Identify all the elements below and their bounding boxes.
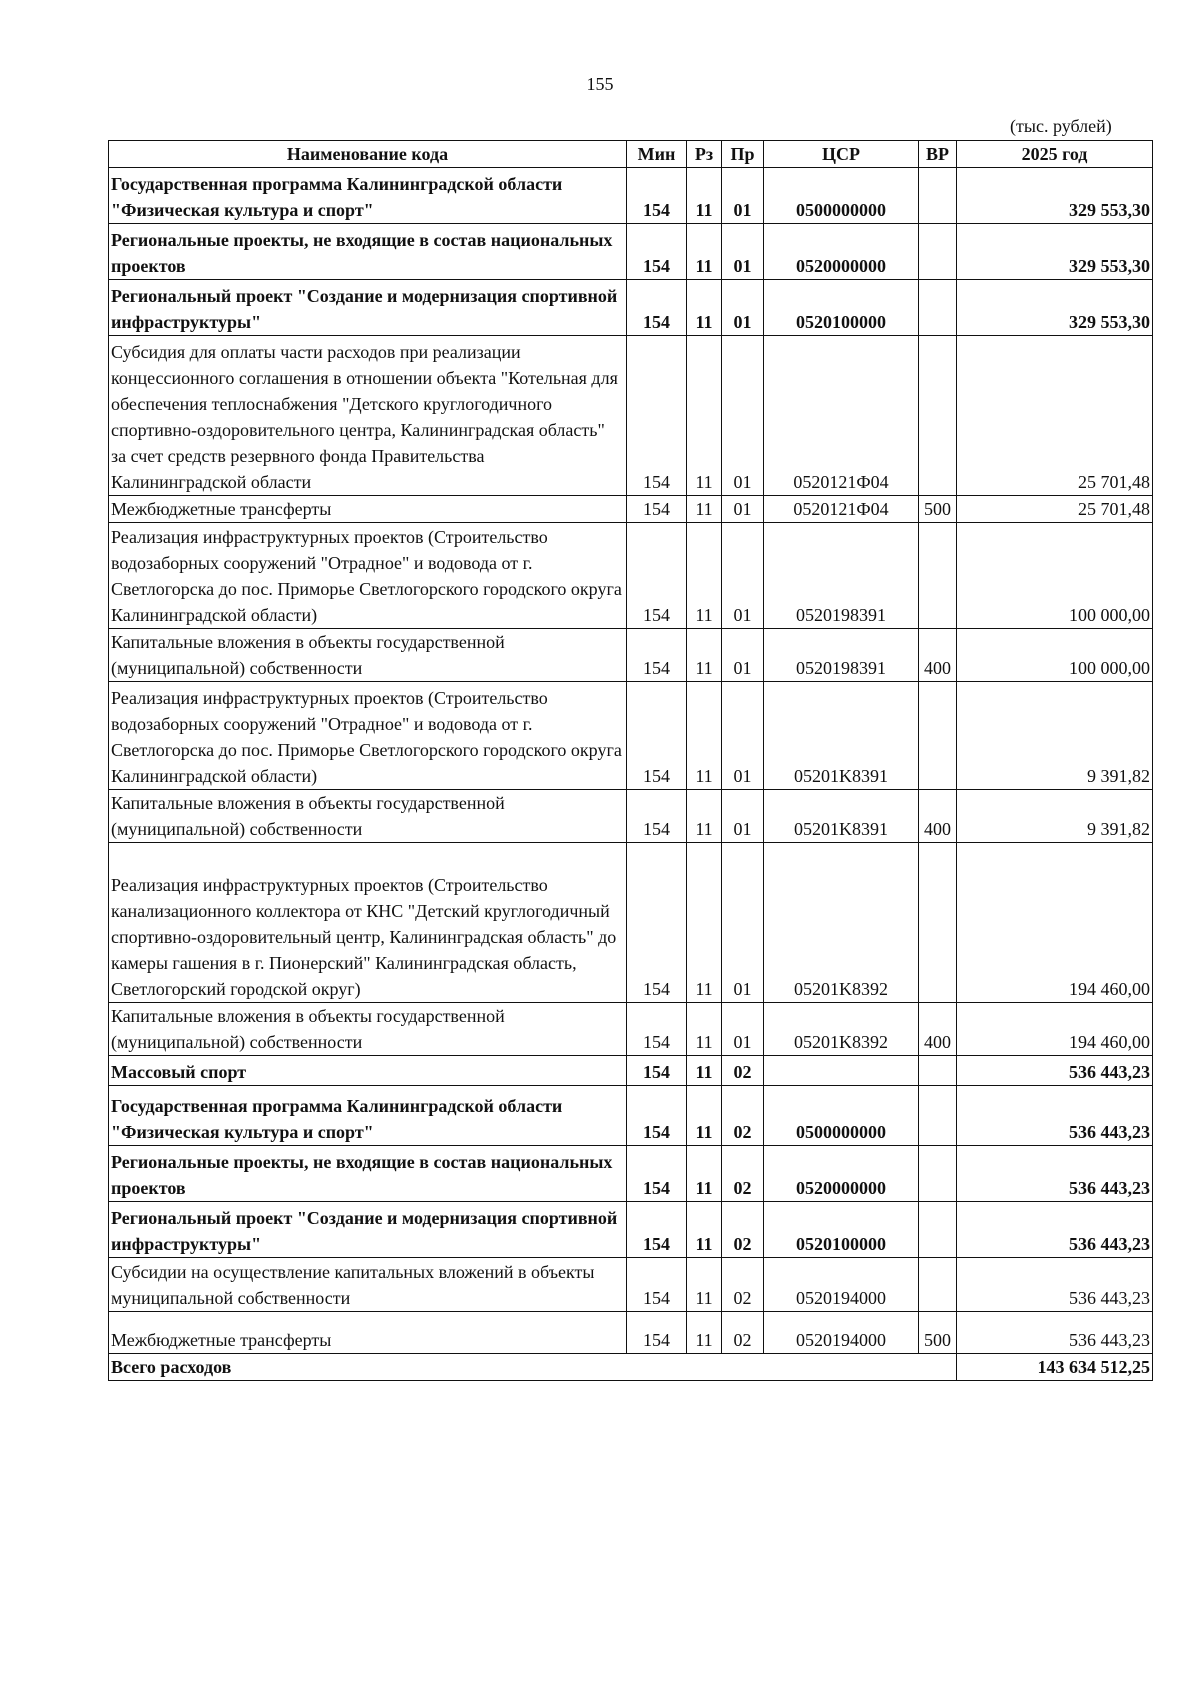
header-pr: Пр xyxy=(722,141,764,168)
cell-sum: 536 443,23 xyxy=(957,1312,1153,1354)
cell-sum: 536 443,23 xyxy=(957,1056,1153,1086)
cell-vr xyxy=(919,1056,957,1086)
cell-pr: 01 xyxy=(722,1003,764,1056)
table-row xyxy=(109,224,1153,280)
cell-rz: 11 xyxy=(687,168,722,224)
cell-sum: 9 391,82 xyxy=(957,790,1153,843)
table-row xyxy=(109,523,1153,629)
cell-csr: 05201K8392 xyxy=(764,843,919,1003)
cell-csr: 05201K8392 xyxy=(764,1003,919,1056)
cell-pr: 01 xyxy=(722,790,764,843)
cell-name: Субсидия для оплаты части расходов при реализации концессионного соглашения в отношении объекта "Котельная для обеспечения теплоснабжения "Детского круглогодичного спортивно-оздоровительного центра, Калининградская область" за счет средств резервного фонда Правительства Калининградской области xyxy=(109,336,627,496)
cell-rz: 11 xyxy=(687,1202,722,1258)
cell-min: 154 xyxy=(627,224,687,280)
table-row xyxy=(109,1258,1153,1312)
cell-csr: 0520121Ф04 xyxy=(764,496,919,523)
table-row xyxy=(109,629,1153,682)
cell-sum: 25 701,48 xyxy=(957,496,1153,523)
cell-pr: 01 xyxy=(722,629,764,682)
cell-sum: 100 000,00 xyxy=(957,523,1153,629)
table-row xyxy=(109,1312,1153,1354)
cell-csr: 0520194000 xyxy=(764,1312,919,1354)
cell-sum: 536 443,23 xyxy=(957,1146,1153,1202)
cell-name: Региональные проекты, не входящие в состав национальных проектов xyxy=(109,224,627,280)
header-min: Мин xyxy=(627,141,687,168)
table-row xyxy=(109,843,1153,1003)
table-row xyxy=(109,682,1153,790)
cell-name: Межбюджетные трансферты xyxy=(109,496,627,523)
cell-pr: 01 xyxy=(722,336,764,496)
cell-pr: 02 xyxy=(722,1086,764,1146)
cell-name: Межбюджетные трансферты xyxy=(109,1312,627,1354)
cell-pr: 02 xyxy=(722,1312,764,1354)
cell-rz: 11 xyxy=(687,790,722,843)
total-sum: 143 634 512,25 xyxy=(957,1354,1153,1381)
table-row xyxy=(109,336,1153,496)
cell-csr: 0520198391 xyxy=(764,523,919,629)
cell-rz: 11 xyxy=(687,1312,722,1354)
cell-min: 154 xyxy=(627,336,687,496)
cell-rz: 11 xyxy=(687,496,722,523)
table-row xyxy=(109,790,1153,843)
cell-name: Капитальные вложения в объекты государственной (муниципальной) собственности xyxy=(109,790,627,843)
budget-table xyxy=(108,140,1153,1381)
cell-rz: 11 xyxy=(687,280,722,336)
cell-csr: 0520100000 xyxy=(764,280,919,336)
cell-vr: 500 xyxy=(919,1312,957,1354)
cell-pr: 01 xyxy=(722,280,764,336)
page-number: 155 xyxy=(586,74,614,94)
cell-rz: 11 xyxy=(687,682,722,790)
cell-csr: 0520121Ф04 xyxy=(764,336,919,496)
cell-name: Региональный проект "Создание и модернизация спортивной инфраструктуры" xyxy=(109,1202,627,1258)
table-row xyxy=(109,280,1153,336)
table-row xyxy=(109,168,1153,224)
cell-pr: 02 xyxy=(722,1258,764,1312)
cell-name: Субсидии на осуществление капитальных вложений в объекты муниципальной собственности xyxy=(109,1258,627,1312)
cell-csr: 0520000000 xyxy=(764,224,919,280)
cell-rz: 11 xyxy=(687,336,722,496)
cell-rz: 11 xyxy=(687,224,722,280)
cell-csr: 0500000000 xyxy=(764,1086,919,1146)
total-row xyxy=(109,1354,1153,1381)
cell-sum: 329 553,30 xyxy=(957,224,1153,280)
cell-vr: 400 xyxy=(919,1003,957,1056)
cell-min: 154 xyxy=(627,280,687,336)
cell-sum: 194 460,00 xyxy=(957,843,1153,1003)
cell-vr xyxy=(919,168,957,224)
cell-rz: 11 xyxy=(687,1086,722,1146)
header-year: 2025 год xyxy=(957,141,1153,168)
cell-name: Государственная программа Калининградской области "Физическая культура и спорт" xyxy=(109,1086,627,1146)
cell-csr: 05201K8391 xyxy=(764,682,919,790)
table-body xyxy=(109,168,1153,1381)
cell-vr xyxy=(919,336,957,496)
cell-vr xyxy=(919,523,957,629)
cell-vr xyxy=(919,1202,957,1258)
cell-sum: 536 443,23 xyxy=(957,1086,1153,1146)
cell-rz: 11 xyxy=(687,1258,722,1312)
cell-name: Реализация инфраструктурных проектов (Строительство водозаборных сооружений "Отрадное" и водовода от г. Светлогорска до пос. Приморье Светлогорского городского округа Калининградской области) xyxy=(109,682,627,790)
cell-vr xyxy=(919,843,957,1003)
cell-name: Региональные проекты, не входящие в состав национальных проектов xyxy=(109,1146,627,1202)
cell-min: 154 xyxy=(627,1003,687,1056)
table-row xyxy=(109,1146,1153,1202)
cell-min: 154 xyxy=(627,1312,687,1354)
cell-csr: 0520000000 xyxy=(764,1146,919,1202)
cell-vr xyxy=(919,280,957,336)
cell-pr: 01 xyxy=(722,168,764,224)
table-row xyxy=(109,1202,1153,1258)
table-header-row xyxy=(109,141,1153,168)
cell-name: Капитальные вложения в объекты государственной (муниципальной) собственности xyxy=(109,1003,627,1056)
cell-rz: 11 xyxy=(687,1003,722,1056)
cell-vr: 400 xyxy=(919,629,957,682)
cell-min: 154 xyxy=(627,629,687,682)
units-note: (тыс. рублей) xyxy=(1010,116,1112,136)
cell-csr: 0520194000 xyxy=(764,1258,919,1312)
cell-name: Региональный проект "Создание и модернизация спортивной инфраструктуры" xyxy=(109,280,627,336)
cell-csr: 05201K8391 xyxy=(764,790,919,843)
cell-rz: 11 xyxy=(687,629,722,682)
cell-vr xyxy=(919,682,957,790)
cell-name: Массовый спорт xyxy=(109,1056,627,1086)
cell-vr: 500 xyxy=(919,496,957,523)
header-rz: Рз xyxy=(687,141,722,168)
cell-min: 154 xyxy=(627,1056,687,1086)
cell-pr: 01 xyxy=(722,523,764,629)
cell-pr: 02 xyxy=(722,1146,764,1202)
table-row xyxy=(109,1056,1153,1086)
table-row xyxy=(109,496,1153,523)
cell-sum: 100 000,00 xyxy=(957,629,1153,682)
cell-min: 154 xyxy=(627,1146,687,1202)
cell-name: Государственная программа Калининградской области "Физическая культура и спорт" xyxy=(109,168,627,224)
cell-pr: 02 xyxy=(722,1056,764,1086)
cell-vr xyxy=(919,1086,957,1146)
cell-min: 154 xyxy=(627,168,687,224)
table-row xyxy=(109,1086,1153,1146)
cell-vr xyxy=(919,1146,957,1202)
cell-rz: 11 xyxy=(687,1146,722,1202)
cell-pr: 01 xyxy=(722,682,764,790)
cell-sum: 329 553,30 xyxy=(957,280,1153,336)
cell-min: 154 xyxy=(627,843,687,1003)
cell-pr: 01 xyxy=(722,496,764,523)
cell-csr xyxy=(764,1056,919,1086)
cell-name: Капитальные вложения в объекты государственной (муниципальной) собственности xyxy=(109,629,627,682)
cell-rz: 11 xyxy=(687,1056,722,1086)
cell-min: 154 xyxy=(627,790,687,843)
cell-name: Реализация инфраструктурных проектов (Строительство канализационного коллектора от КНС "Детский круглогодичный спортивно-оздоровительный центр, Калининградская область" до камеры гашения в г. Пионерский" Калининградская область, Светлогорский городской округ) xyxy=(109,843,627,1003)
cell-min: 154 xyxy=(627,682,687,790)
cell-min: 154 xyxy=(627,1086,687,1146)
cell-sum: 536 443,23 xyxy=(957,1202,1153,1258)
cell-sum: 536 443,23 xyxy=(957,1258,1153,1312)
cell-sum: 9 391,82 xyxy=(957,682,1153,790)
cell-csr: 0520198391 xyxy=(764,629,919,682)
cell-vr xyxy=(919,224,957,280)
cell-pr: 02 xyxy=(722,1202,764,1258)
cell-rz: 11 xyxy=(687,523,722,629)
cell-vr xyxy=(919,1258,957,1312)
total-label: Всего расходов xyxy=(109,1354,957,1381)
cell-sum: 194 460,00 xyxy=(957,1003,1153,1056)
table-row xyxy=(109,1003,1153,1056)
cell-name: Реализация инфраструктурных проектов (Строительство водозаборных сооружений "Отрадное" и водовода от г. Светлогорска до пос. Приморье Светлогорского городского округа Калининградской области) xyxy=(109,523,627,629)
cell-csr: 0500000000 xyxy=(764,168,919,224)
cell-pr: 01 xyxy=(722,224,764,280)
cell-min: 154 xyxy=(627,1258,687,1312)
cell-min: 154 xyxy=(627,496,687,523)
header-csr: ЦСР xyxy=(764,141,919,168)
cell-sum: 25 701,48 xyxy=(957,336,1153,496)
cell-rz: 11 xyxy=(687,843,722,1003)
cell-min: 154 xyxy=(627,1202,687,1258)
header-vr: ВР xyxy=(919,141,957,168)
cell-pr: 01 xyxy=(722,843,764,1003)
cell-vr: 400 xyxy=(919,790,957,843)
cell-min: 154 xyxy=(627,523,687,629)
header-name: Наименование кода xyxy=(109,141,627,168)
cell-sum: 329 553,30 xyxy=(957,168,1153,224)
cell-csr: 0520100000 xyxy=(764,1202,919,1258)
